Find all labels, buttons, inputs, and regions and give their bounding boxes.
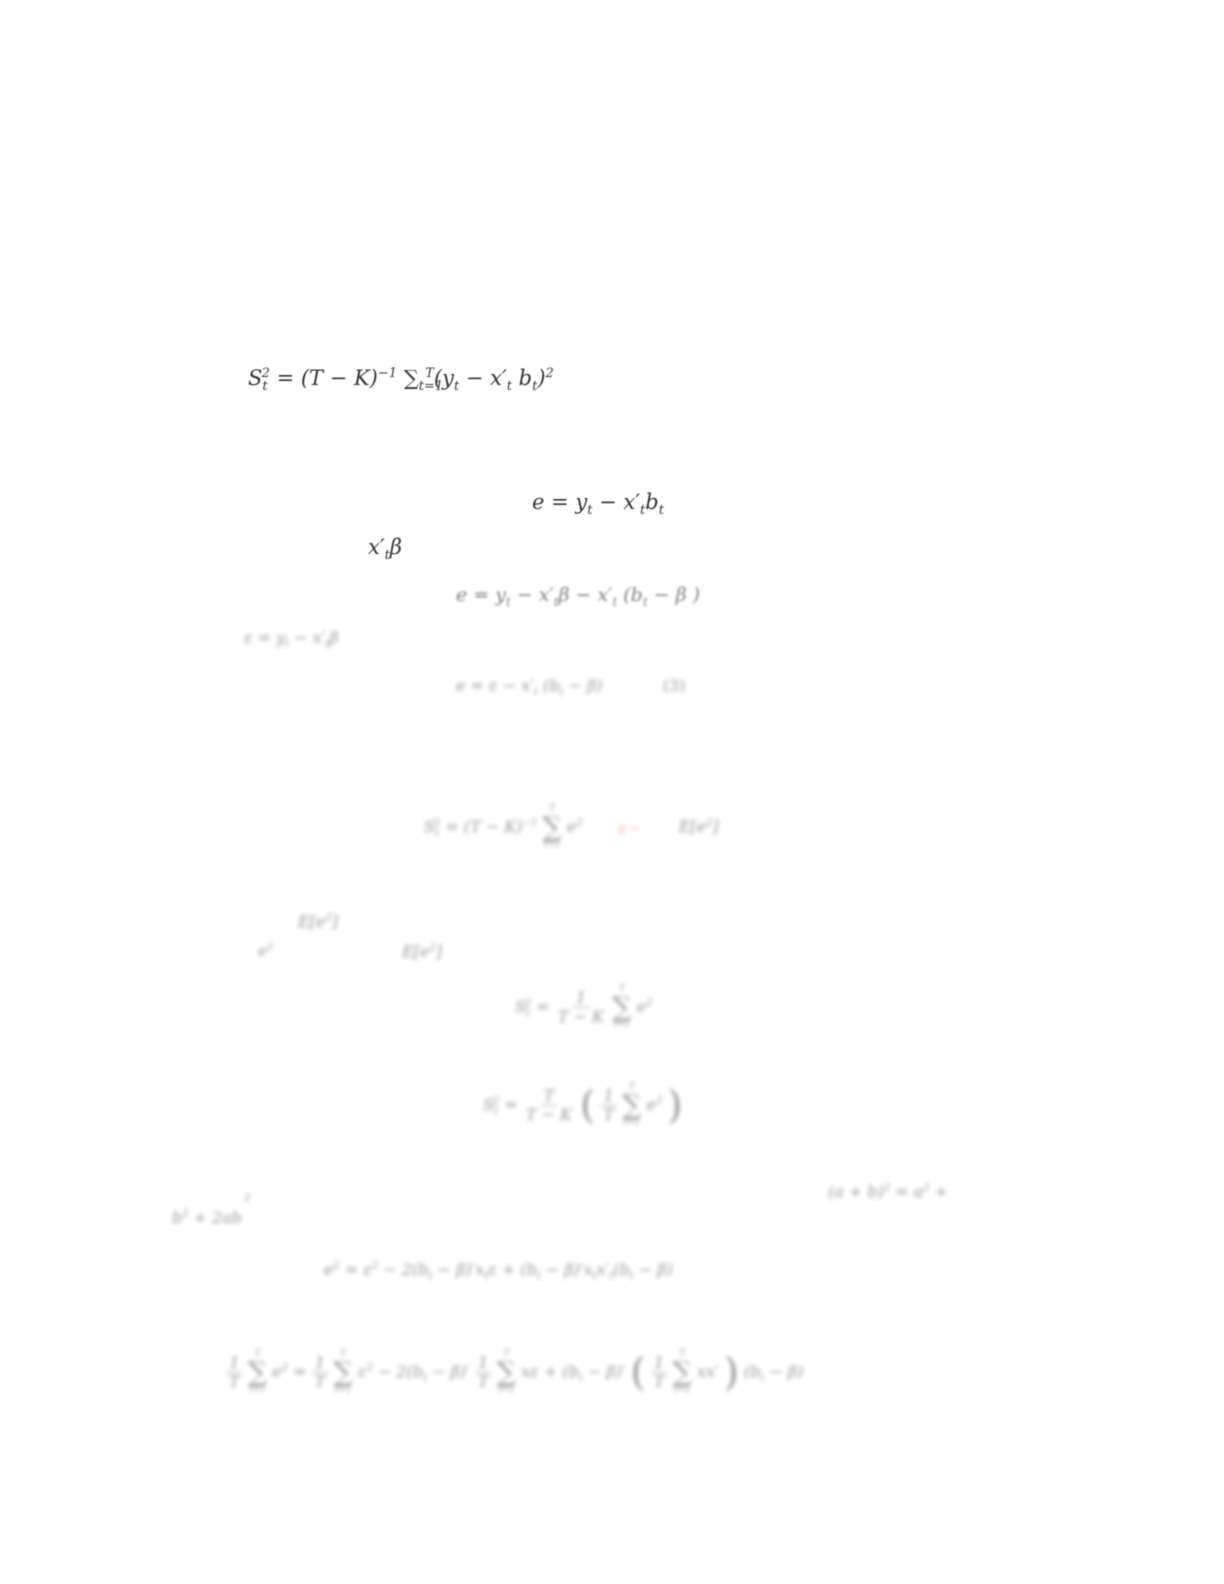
equation-variance-fraction: $S_t^2$ = $\frac{1}{T - K}$ T ∑ t=1 $e^2$	[515, 984, 653, 1030]
inline-math-x-beta: $x'_t\beta$	[368, 535, 402, 564]
inline-math-binomial-cont: $b^2 + 2ab^2$	[172, 1192, 251, 1227]
inline-math-binomial: $(a + b)^2 = a^2$ +	[828, 1182, 949, 1201]
inline-math-e-squared: $e^2$	[258, 942, 273, 960]
equation-e-squared-expansion: $e^2 = \varepsilon^2 - 2(b_t - \beta)'x_t\varepsilon + (b_t - \beta)'x_tx'_t(b_t - \beta)$	[324, 1260, 673, 1283]
equation-residual-expanded: $e = y_t - x'_t\beta - x'_t$ ($b_t - \beta$ )	[456, 584, 701, 609]
equation-number: (3)	[662, 676, 686, 695]
equation-residual: $e = y_t - x'_tb_t$	[532, 490, 664, 519]
inline-math-expectation-1: $E[e^2]$	[298, 912, 338, 931]
inline-math-epsilon-def: $\varepsilon = y_t - x'_t\beta$	[244, 628, 339, 651]
convergence-in-probability-mark: p →	[618, 821, 639, 835]
equation-averaged-expansion: $\frac{1}{T}$ T ∑ t=1 $e^2$ = $\frac{1}{T}$ T ∑ t=1 $\varepsilon^2 - 2(b_t - \beta)'$ $\frac{1}{T}$ T ∑ t=1 $x\varepsilon + (b_t - \beta)'$ ( $\frac{1}{T}$ T ∑ t=1 xx′ ) $(b_t - \beta)$	[226, 1350, 803, 1395]
equation-variance-scaled: $S_t^2$ = $\frac{T}{T - K}$ ( $\frac{1}{T}$ T ∑ t=1 $e^2$ )	[483, 1082, 683, 1129]
inline-math-expectation-2: $E[e^2]$	[402, 942, 442, 961]
equation-3: $e = \varepsilon - x'_t$ $(b_t - \beta)$ (3)	[456, 676, 686, 699]
equation-sample-variance: $S_t^2 = (T - K)^{-1}$ $\sum_{t=1}^T(y_t - x'_t$ $b_t)^2$	[248, 366, 554, 395]
equation-convergence: $S_t^2 = (T - K)^{-1}$ T ∑ t=1 $e^2$ $p \to E[e^2]$	[424, 804, 719, 850]
